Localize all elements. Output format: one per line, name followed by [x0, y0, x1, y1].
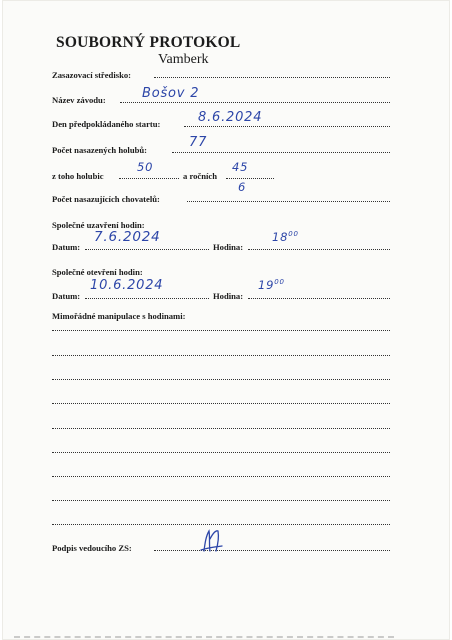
opening-datum-value: 10.6.2024	[90, 278, 164, 293]
zavod-label: Název závodu:	[52, 95, 106, 105]
zavod-value: Bošov 2	[142, 86, 200, 101]
opening-hodina-line	[248, 298, 390, 299]
opening-datum-label: Datum:	[52, 291, 81, 301]
holubice-line	[119, 178, 179, 179]
start-label: Den předpokládaného startu:	[52, 119, 161, 129]
scan-edge-artifact	[14, 630, 394, 638]
holubu-value: 77	[189, 135, 208, 150]
closing-heading: Společné uzavření hodin:	[52, 220, 145, 230]
chovatelu-line	[187, 201, 390, 202]
manipulation-heading: Mimořádné manipulace s hodinami:	[52, 311, 186, 321]
form-subtitle: Vamberk	[158, 52, 209, 67]
closing-hodina-value: $18^{00}$	[272, 230, 299, 244]
signature-line	[154, 550, 390, 551]
start-value: 8.6.2024	[198, 110, 263, 125]
opening-hodina-value: $19^{00}$	[258, 278, 285, 292]
holubice-value: 50	[137, 160, 154, 174]
holubu-label: Počet nasazených holubů:	[52, 145, 148, 155]
manipulation-line	[52, 500, 390, 501]
form-title: SOUBORNÝ PROTOKOL	[56, 34, 241, 51]
zasazovaci-label: Zasazovací středisko:	[52, 70, 132, 80]
manipulation-line	[52, 428, 390, 429]
manipulation-line	[52, 452, 390, 453]
chovatelu-label: Počet nasazujících chovatelů:	[52, 194, 160, 204]
manipulation-line	[52, 355, 390, 356]
closing-hodina-label: Hodina:	[213, 242, 244, 252]
holubu-line	[172, 152, 390, 153]
closing-datum-value: 7.6.2024	[94, 229, 161, 245]
holubice-label: z toho holubic	[52, 171, 104, 181]
manipulation-line	[52, 524, 390, 525]
chovatelu-value: 6	[238, 180, 247, 194]
opening-hodina-label: Hodina:	[213, 291, 244, 301]
zasazovaci-line	[154, 77, 390, 78]
rocnich-line	[226, 178, 274, 179]
rocnich-label: a ročních	[183, 171, 217, 181]
closing-datum-line	[85, 249, 209, 250]
protocol-page	[2, 0, 450, 640]
manipulation-line	[52, 379, 390, 380]
start-line	[184, 126, 390, 127]
handwritten-signature	[198, 527, 224, 553]
closing-datum-label: Datum:	[52, 242, 81, 252]
manipulation-line	[52, 476, 390, 477]
manipulation-line	[52, 403, 390, 404]
signature-label: Podpis vedoucího ZS:	[52, 543, 132, 553]
rocnich-value: 45	[232, 160, 249, 174]
zavod-line	[120, 102, 390, 103]
opening-heading: Společné otevření hodin:	[52, 267, 143, 277]
manipulation-line	[52, 330, 390, 331]
closing-hodina-line	[248, 249, 390, 250]
opening-datum-line	[85, 298, 209, 299]
